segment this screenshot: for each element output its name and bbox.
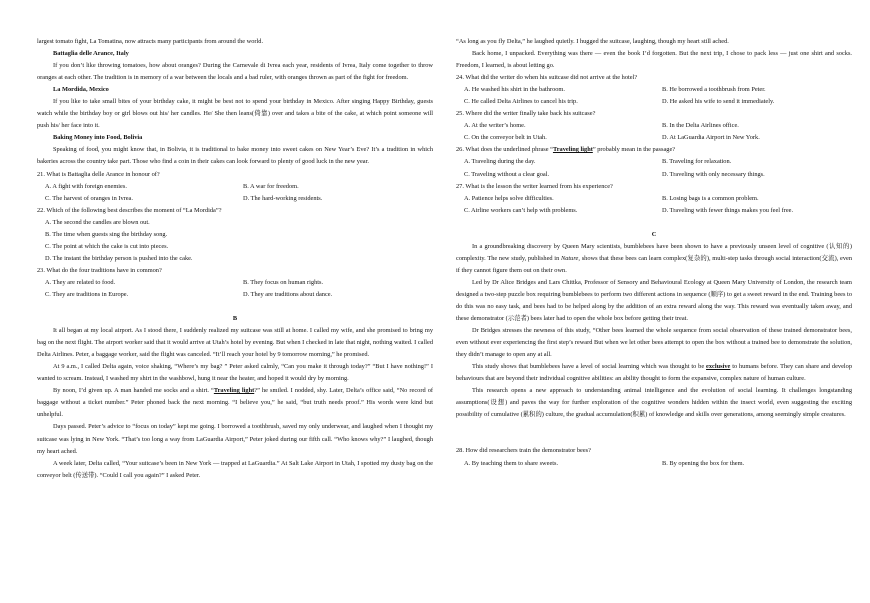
heading-baking: Baking Money into Food, Bolivia <box>53 134 143 142</box>
option[interactable]: D. They are traditions about dance. <box>243 290 333 298</box>
paragraph <box>456 241 852 277</box>
paragraph: A week later, Delta called, “Your suitcase’s been in New York — trapped at LaGuardia.” At Salt Lake Airport in Utah, I spotted my dusty bag on the conveyor belt (传送带). “Could I call you again?” I asked Peter. <box>37 459 433 479</box>
options-25 <box>456 120 852 144</box>
question-26 <box>456 144 852 156</box>
journal-name: Nature <box>560 254 579 262</box>
options-27 <box>456 193 852 217</box>
text: , shows that these bees can learn complex(复杂的), multi-step tasks through social interaction(交流), even if they cannot figure them out on their own. <box>456 254 852 274</box>
paragraph: If you don’t like throwing tomatoes, how about oranges? During the Carnevale di Ivrea each year, residents of Ivrea, Italy come together to throw oranges at each other. The tradition is in memory of a war between the locals and a bad ruler, with oranges thrown as part of the fight for freedom. <box>37 62 433 82</box>
question-22: 22. Which of the following best describes the moment of “La Mordida”? <box>37 206 222 214</box>
paragraph: Back home, I unpacked. Everything was there — even the book I’d forgotten. But the next trip, I chose to pack less — just one shirt and socks. Freedom, I learned, is about letting go. <box>456 50 852 70</box>
option[interactable]: B. Losing bags is a common problem. <box>662 194 759 202</box>
paragraph: Speaking of food, you might know that, in Bolivia, it is traditional to bake money into sweet cakes on New Year’s Eve? It’s a tradition in which bakeries across the country take part. Those who find a coin in their cakes can look forward to plenty of good luck in the new year. <box>37 146 433 166</box>
option[interactable]: C. They are traditions in Europe. <box>45 290 129 298</box>
right-column <box>456 36 852 470</box>
option[interactable]: C. Airline workers can’t help with problems. <box>464 206 578 214</box>
options-24 <box>456 84 852 108</box>
option[interactable]: D. The instant the birthday person is pushed into the cake. <box>45 254 193 262</box>
options-23 <box>37 277 433 301</box>
question-21: 21. What is Battaglia delle Arance in honour of? <box>37 170 160 178</box>
question-24: 24. What did the writer do when his suitcase did not arrive at the hotel? <box>456 74 638 82</box>
options-28 <box>456 458 852 470</box>
text: In a groundbreaking discovery by Queen Mary scientists, bumblebees have been shown to have a previously unseen level of cognitive (认知的) complexity. The new study, published in <box>456 242 852 262</box>
paragraph: Dr Bridges stresses the newness of this study, “Other bees learned the whole sequence from social observation of these trained demonstrator bees, even without ever experiencing the first step’s reward But when we let other bees attempt to open the box without a trained bee to demonstrate the solution, they didn’t manage to open any at all. <box>456 327 852 359</box>
option[interactable]: D. He asked his wife to send it immediately. <box>662 98 775 106</box>
option[interactable]: D. The hard-working residents. <box>243 194 323 202</box>
text: to humans before. They can share and develop behaviours that are beyond their individual cognitive abilities: an ability thought to form the expansive, complex nature of human culture. <box>456 363 852 383</box>
options-22 <box>37 217 433 265</box>
option[interactable]: B. Traveling for relaxation. <box>662 158 732 166</box>
option[interactable]: B. The time when guests sing the birthday song. <box>45 230 168 238</box>
text: 26. What does the underlined phrase “ <box>456 146 553 154</box>
underlined-word: exclusive <box>706 363 731 371</box>
option[interactable]: A. Patience helps solve difficulties. <box>464 194 554 202</box>
option[interactable]: A. By teaching them to share sweets. <box>464 459 559 467</box>
option[interactable]: C. On the conveyor belt in Utah. <box>464 134 547 142</box>
section-c-heading: C <box>651 230 657 238</box>
paragraph: At 9 a.m., I called Delta again, voice shaking, “Where’s my bag? ” Peter asked calmly, “Can you make it through today?” “But I have nothing!” I wanted to scream. Instead, I washed my shirt in the washbowl, hung it near the heater, and hoped it would dry by morning. <box>37 363 433 383</box>
option[interactable]: A. A fight with foreign enemies. <box>45 182 127 190</box>
spacer <box>456 421 852 445</box>
option[interactable]: B. A war for freedom. <box>243 182 299 190</box>
spacer <box>456 217 852 229</box>
option[interactable]: D. Traveling with only necessary things. <box>662 170 765 178</box>
section-b-heading: B <box>232 315 238 323</box>
option[interactable]: D. Traveling with fewer things makes you feel free. <box>662 206 794 214</box>
option[interactable]: D. At LaGuardia Airport in New York. <box>662 134 760 142</box>
question-27: 27. What is the lesson the writer learned from his experience? <box>456 182 613 190</box>
option[interactable]: B. In the Delta Airlines office. <box>662 122 739 130</box>
option[interactable]: B. He borrowed a toothbrush from Peter. <box>662 86 766 94</box>
paragraph: Led by Dr Alice Bridges and Lars Chittka, Professor of Sensory and Behavioural Ecology at Queen Mary University of London, the research team designed a two-step puzzle box requiring bumblebees to perform two different actions in sequence (顺序) to get a sweet reward in the end. Training bees to do this was no easy task, and bees had to be helped along by the addition of an extra reward along the way. This reward was eventually taken away, and these demonstrator (示范者) bees later had to open the whole box before getting their treat. <box>456 278 852 323</box>
text: ?” he smiled. I nodded, shy. Later, Delta’s office said, “No record of baggage without a ticket number.” Peter phoned back the next morning. “I believe you,” he said, “but truth needs proof.” His words were kind but unhelpful. <box>37 387 433 419</box>
spacer <box>37 301 433 313</box>
text: This study shows that bumblebees have a level of social learning which was thought to be <box>472 363 707 371</box>
paragraph <box>37 385 433 421</box>
question-25: 25. Where did the writer finally take back his suitcase? <box>456 110 596 118</box>
question-28: 28. How did researchers train the demonstrator bees? <box>456 447 591 455</box>
option[interactable]: B. By opening the box for them. <box>662 459 745 467</box>
paragraph <box>456 361 852 385</box>
text: ” probably mean in the passage? <box>592 146 676 154</box>
paragraph: This research opens a new approach to understanding animal intelligence and the evolution of social learning. It challenges longstanding assumptions(设想) and paves the way for further exploration of the cognitive wonders hidden within the insect world, even suggesting the exciting possibility of cumulative (累积的) culture, the gradual accumulation(积累) of knowledge and skills over generations, among seemingly simple creatures. <box>456 387 852 419</box>
paragraph: It all began at my local airport. As I stood there, I suddenly realized my suitcase was still at home. I called my wife, and she promised to bring my bag on the next flight. The airport worker said that it would arrive at Utah’s hotel by evening. But when I checked in late that night, nothing waited. I called Delta Airlines. Peter, a baggage worker, said the flight was canceled. “It’ll reach your hotel by 9 tomorrow morning,” he promised. <box>37 327 433 359</box>
option[interactable]: B. They focus on human rights. <box>243 278 324 286</box>
option[interactable]: C. The point at which the cake is cut into pieces. <box>45 242 169 250</box>
underlined-phrase: Traveling light <box>213 387 255 395</box>
heading-battaglia: Battaglia delle Arance, Italy <box>53 50 129 58</box>
options-26 <box>456 156 852 180</box>
option[interactable]: C. Traveling without a clear goal. <box>464 170 550 178</box>
paragraph: Days passed. Peter’s advice to “focus on today” kept me going. I borrowed a toothbrush, saved my only underwear, and laughed when I thought my suitcase was lying in New York. “That’s too long a way from LaGuardia Airport,” Peter joked during our fifth call. “Who knows why?” I laughed, though my heart ached. <box>37 423 433 455</box>
option[interactable]: A. He washed his shirt in the bathroom. <box>464 86 565 94</box>
left-column <box>37 36 433 482</box>
heading-mordida: La Mordida, Mexico <box>53 86 109 94</box>
underlined-phrase: Traveling light <box>552 146 593 154</box>
option[interactable]: A. The second the candles are blown out. <box>45 218 150 226</box>
paragraph: largest tomato fight, La Tomatina, now attracts many participants from around the world. <box>37 38 264 45</box>
option[interactable]: C. He called Delta Airlines to cancel his trip. <box>464 98 578 106</box>
question-23: 23. What do the four traditions have in common? <box>37 266 162 274</box>
option[interactable]: C. The harvest of oranges in Ivrea. <box>45 194 133 202</box>
option[interactable]: A. At the writer’s home. <box>464 122 526 130</box>
option[interactable]: A. They are related to food. <box>45 278 116 286</box>
text: By noon, I’d given up. A man handed me socks and a shirt. “ <box>53 387 214 395</box>
options-21 <box>37 181 433 205</box>
paragraph: If you like to take small bites of your birthday cake, it might be best not to spend your birthday in Mexico. After singing Happy Birthday, guests watch while the birthday boy or girl blows out his/ her candles. He/ She then leans(倚靠) over and takes a bite of the cake, at which point someone will push his/ her face into it. <box>37 98 433 130</box>
option[interactable]: A. Traveling during the day. <box>464 158 536 166</box>
paragraph: “As long as you fly Delta,” he laughed quietly. I hugged the suitcase, laughing, though my heart still ached. <box>456 38 729 45</box>
